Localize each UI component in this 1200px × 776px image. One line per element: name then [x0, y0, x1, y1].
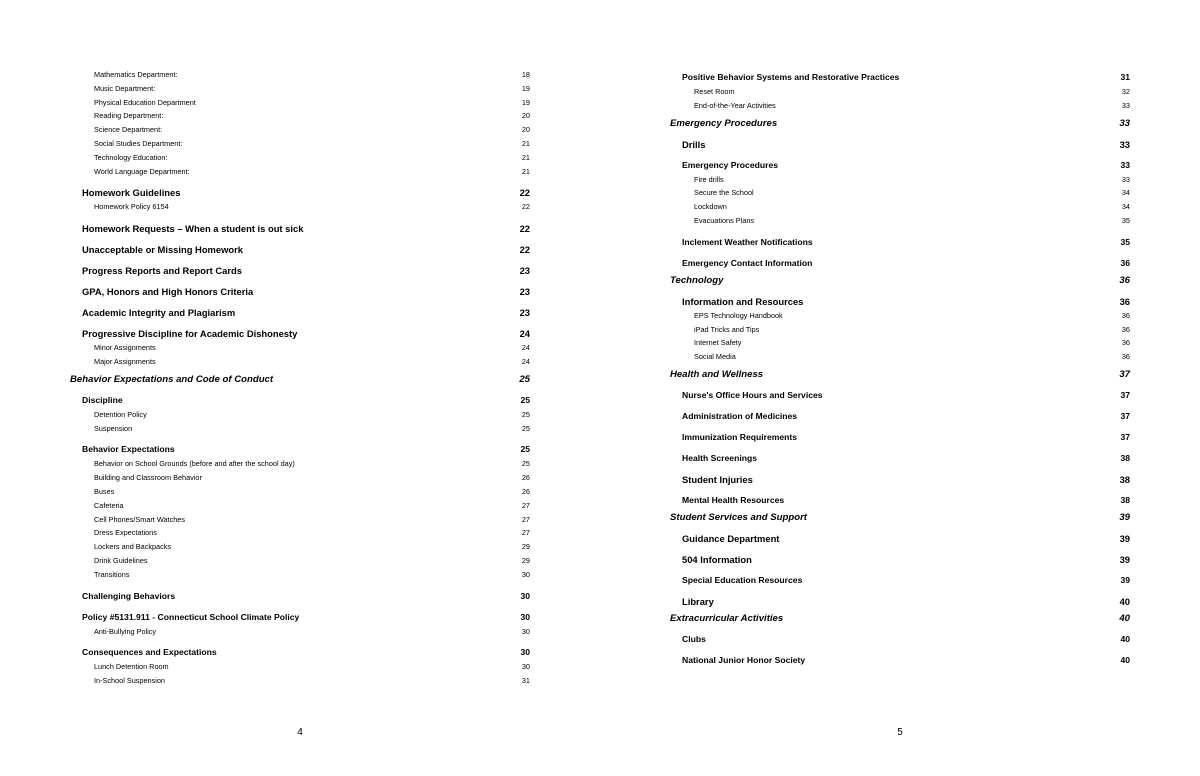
- toc-entry-title: iPad Tricks and Tips: [694, 324, 760, 334]
- toc-entry-page: 25: [520, 394, 530, 405]
- toc-entry[interactable]: [670, 138, 1130, 151]
- toc-entry-title: Behavior Expectations and Code of Conduct: [70, 373, 274, 385]
- right-page: [600, 0, 1200, 776]
- toc-entry[interactable]: [670, 159, 1130, 172]
- toc-entry[interactable]: [70, 285, 530, 298]
- toc-entry[interactable]: [670, 368, 1130, 382]
- toc-entry[interactable]: [670, 595, 1130, 608]
- toc-entry-page: 38: [1119, 473, 1130, 485]
- toc-entry[interactable]: [70, 394, 530, 407]
- toc-entry-title: Health Screenings: [682, 452, 757, 463]
- toc-entry-page: 37: [1120, 410, 1130, 421]
- toc-entry-title: Secure the School: [694, 188, 754, 198]
- toc-entry-title: Science Department:: [94, 125, 163, 135]
- toc-entry-page: 29: [521, 542, 530, 552]
- toc-entry[interactable]: [670, 274, 1130, 288]
- toc-entry[interactable]: [670, 473, 1130, 486]
- toc-entry[interactable]: [670, 452, 1130, 465]
- toc-entry[interactable]: [670, 85, 1130, 99]
- toc-entry-title: Progress Reports and Report Cards: [82, 265, 242, 277]
- toc-entry-title: Transitions: [94, 569, 130, 579]
- toc-entry-page: 33: [1121, 174, 1130, 184]
- toc-entry[interactable]: [70, 513, 530, 527]
- toc-entry-page: 22: [521, 202, 530, 212]
- toc-entry[interactable]: [70, 590, 530, 603]
- toc-entry-title: EPS Technology Handbook: [694, 310, 783, 320]
- toc-entry-title: National Junior Honor Society: [682, 654, 806, 665]
- toc-entry[interactable]: [70, 137, 530, 151]
- toc-entry-page: 20: [521, 125, 530, 135]
- toc-entry-page: 19: [521, 97, 530, 107]
- toc-entry-title: Major Assignments: [94, 356, 156, 366]
- toc-entry-title: Mathematics Department:: [94, 70, 178, 79]
- toc-entry-page: 27: [521, 528, 530, 538]
- toc-entry-page: 33: [1119, 117, 1130, 129]
- toc-entry[interactable]: [670, 633, 1130, 646]
- toc-entry[interactable]: [70, 341, 530, 355]
- toc-entry-title: Unacceptable or Missing Homework: [82, 244, 243, 256]
- toc-entry[interactable]: [70, 186, 530, 199]
- toc-entry[interactable]: [670, 309, 1130, 323]
- toc-entry-page: 26: [521, 486, 530, 496]
- toc-entry[interactable]: [670, 173, 1130, 187]
- toc-entry-title: Emergency Contact Information: [682, 257, 813, 268]
- toc-entry-page: 18: [521, 70, 530, 79]
- toc-entry-title: Special Education Resources: [682, 574, 803, 585]
- toc-entry[interactable]: [670, 511, 1130, 525]
- toc-entry-page: 38: [1120, 494, 1130, 505]
- toc-entry-title: Music Department:: [94, 83, 156, 93]
- toc-entry-title: Technology Education:: [94, 152, 168, 162]
- toc-entry-title: In-School Suspension: [94, 676, 165, 686]
- toc-entry-page: 40: [1120, 654, 1130, 665]
- toc-entry-page: 31: [521, 676, 530, 686]
- toc-entry-page: 40: [1119, 612, 1130, 624]
- toc-entry[interactable]: [70, 355, 530, 369]
- toc-entry-page: 24: [521, 343, 530, 353]
- toc-entry[interactable]: [70, 165, 530, 179]
- toc-entry-page: 40: [1119, 595, 1130, 607]
- toc-entry-page: 22: [519, 244, 530, 256]
- toc-entry-title: Immunization Requirements: [682, 431, 798, 442]
- toc-entry[interactable]: [670, 186, 1130, 200]
- toc-entry[interactable]: [670, 117, 1130, 131]
- toc-entry[interactable]: [70, 646, 530, 659]
- toc-entry-title: Buses: [94, 486, 115, 496]
- toc-entry-title: Library: [682, 595, 714, 607]
- toc-entry[interactable]: [70, 554, 530, 568]
- toc-entry-page: 34: [1121, 188, 1130, 198]
- toc-entry-title: Suspension: [94, 423, 133, 433]
- toc-entry[interactable]: [670, 257, 1130, 270]
- toc-entry-title: Social Media: [694, 352, 736, 362]
- toc-entry-title: 504 Information: [682, 553, 752, 565]
- toc-entry[interactable]: [670, 532, 1130, 545]
- toc-entry-title: Health and Wellness: [670, 368, 764, 380]
- toc-entry-page: 29: [521, 555, 530, 565]
- toc-entry[interactable]: [670, 236, 1130, 249]
- toc-entry-page: 33: [1119, 138, 1130, 150]
- toc-entry[interactable]: [70, 485, 530, 499]
- toc-entry-page: 35: [1120, 236, 1130, 247]
- toc-entry[interactable]: [670, 574, 1130, 587]
- toc-entry-title: Homework Policy 6154: [94, 202, 169, 212]
- toc-entry-page: 21: [521, 138, 530, 148]
- toc-entry-title: Positive Behavior Systems and Restorative Practices: [682, 72, 900, 82]
- toc-entry-title: Nurse's Office Hours and Services: [682, 389, 823, 400]
- toc-entry-title: Detention Policy: [94, 409, 147, 419]
- toc-entry-title: Drills: [682, 138, 706, 150]
- toc-entry[interactable]: [670, 553, 1130, 566]
- toc-entry-page: 30: [521, 662, 530, 672]
- toc-entry-title: End-of-the-Year Activities: [694, 100, 776, 110]
- toc-entry[interactable]: [670, 350, 1130, 364]
- toc-entry-page: 35: [1121, 215, 1130, 225]
- toc-entry-page: 37: [1119, 368, 1130, 380]
- toc-entry-page: 25: [520, 444, 530, 455]
- toc-entry-title: Emergency Procedures: [682, 159, 779, 170]
- toc-entry[interactable]: [70, 674, 530, 688]
- toc-entry-title: Lunch Detention Room: [94, 662, 169, 672]
- toc-entry[interactable]: [70, 471, 530, 485]
- toc-entry-page: 19: [521, 83, 530, 93]
- toc-entry-page: 37: [1120, 389, 1130, 400]
- toc-entry-title: Challenging Behaviors: [82, 590, 176, 601]
- toc-entry-page: 39: [1119, 511, 1130, 523]
- toc-entry[interactable]: [70, 96, 530, 110]
- toc-entry[interactable]: [70, 526, 530, 540]
- toc-entry[interactable]: [70, 373, 530, 387]
- toc-entry-title: Information and Resources: [682, 295, 804, 307]
- toc-entry[interactable]: [70, 443, 530, 456]
- toc-entry-page: 25: [521, 409, 530, 419]
- toc-entry-title: Inclement Weather Notifications: [682, 236, 813, 247]
- toc-entry-page: 36: [1121, 352, 1130, 362]
- page-number: 5: [897, 727, 903, 738]
- toc-entry-page: 31: [1120, 72, 1130, 82]
- toc-entry-title: Reset Room: [694, 87, 735, 96]
- toc-entry-page: 36: [1119, 274, 1130, 286]
- toc-entry-page: 36: [1121, 324, 1130, 334]
- toc-entry-title: Lockers and Backpacks: [94, 542, 172, 552]
- toc-entry[interactable]: [670, 410, 1130, 423]
- toc-entry-page: 22: [519, 223, 530, 235]
- toc-entry-page: 39: [1119, 532, 1130, 544]
- toc-entry[interactable]: [670, 431, 1130, 444]
- toc-entry[interactable]: [70, 457, 530, 471]
- toc-entry-page: 33: [1120, 159, 1130, 170]
- toc-entry-title: Homework Guidelines: [82, 187, 181, 199]
- toc-entry-page: 30: [520, 611, 530, 622]
- toc-entry-page: 30: [520, 647, 530, 658]
- toc-entry[interactable]: [70, 82, 530, 96]
- toc-entry-title: Administration of Medicines: [682, 410, 798, 421]
- toc-entry[interactable]: [70, 327, 530, 340]
- toc-entry-title: Physical Education Department: [94, 97, 196, 107]
- toc-entry[interactable]: [670, 295, 1130, 308]
- toc-entry[interactable]: [670, 214, 1130, 228]
- toc-entry[interactable]: [670, 71, 1130, 84]
- toc-entry-title: Student Injuries: [682, 473, 753, 485]
- toc-entry[interactable]: [670, 336, 1130, 350]
- toc-entry-title: Consequences and Expectations: [82, 647, 217, 658]
- toc-entry-page: 32: [1121, 87, 1130, 96]
- toc-entry[interactable]: [70, 222, 530, 235]
- toc-entry-title: Guidance Department: [682, 532, 780, 544]
- toc-entry-page: 25: [521, 459, 530, 469]
- toc-entry-title: Lockdown: [694, 202, 727, 212]
- toc-entry-title: Mental Health Resources: [682, 494, 785, 505]
- toc-entry[interactable]: [670, 323, 1130, 337]
- toc-entry-title: Clubs: [682, 633, 706, 644]
- toc-entry-title: Building and Classroom Behavior: [94, 473, 202, 483]
- toc-entry[interactable]: [70, 109, 530, 123]
- toc-entry[interactable]: [670, 200, 1130, 214]
- toc-entry-page: 34: [1121, 202, 1130, 212]
- toc-entry-page: 21: [521, 152, 530, 162]
- toc-entry[interactable]: [670, 494, 1130, 507]
- toc-entry-title: Extracurricular Activities: [670, 612, 784, 624]
- toc-entry[interactable]: [670, 612, 1130, 626]
- page-number: 4: [297, 727, 303, 738]
- toc-entry[interactable]: [70, 123, 530, 137]
- toc-entry-page: 30: [520, 590, 530, 601]
- toc-entry-page: 24: [519, 328, 530, 340]
- toc-entry[interactable]: [70, 625, 530, 639]
- toc-entry-page: 20: [521, 111, 530, 121]
- toc-entry-title: Behavior on School Grounds (before and after the school day): [94, 459, 295, 469]
- toc-entry-page: 23: [519, 265, 530, 277]
- toc-entry[interactable]: [670, 389, 1130, 402]
- toc-entry[interactable]: [70, 243, 530, 256]
- toc-entry[interactable]: [70, 611, 530, 624]
- toc-entry-page: 27: [521, 500, 530, 510]
- toc-entry-title: Policy #5131.911 - Connecticut School Climate Policy: [82, 611, 300, 622]
- toc-entry-page: 23: [519, 307, 530, 319]
- toc-entry-page: 27: [521, 514, 530, 524]
- toc-entry-page: 26: [521, 473, 530, 483]
- toc-entry-title: Drink Guidelines: [94, 555, 148, 565]
- toc-entry[interactable]: [70, 68, 530, 82]
- toc-entry-page: 36: [1121, 310, 1130, 320]
- toc-entry[interactable]: [70, 540, 530, 554]
- toc-entry-title: Cafeteria: [94, 500, 124, 510]
- table-of-contents-left: [70, 68, 530, 688]
- toc-entry-page: 25: [519, 373, 530, 385]
- toc-entry-page: 30: [521, 569, 530, 579]
- toc-entry-title: Behavior Expectations: [82, 444, 175, 455]
- toc-entry-page: 38: [1120, 452, 1130, 463]
- toc-entry-title: Evacuations Plans: [694, 215, 755, 225]
- toc-entry[interactable]: [70, 151, 530, 165]
- toc-entry[interactable]: [70, 422, 530, 436]
- table-of-contents-right: [670, 68, 1130, 668]
- toc-entry[interactable]: [670, 99, 1130, 113]
- toc-entry-title: Progressive Discipline for Academic Dishonesty: [82, 328, 298, 340]
- toc-entry-title: Student Services and Support: [670, 511, 808, 523]
- toc-entry-title: Cell Phones/Smart Watches: [94, 514, 185, 524]
- toc-entry-page: 39: [1120, 574, 1130, 585]
- toc-entry-page: 40: [1120, 633, 1130, 644]
- toc-entry[interactable]: [670, 654, 1130, 667]
- toc-entry-title: Dress Expectations: [94, 528, 157, 538]
- toc-entry-page: 23: [519, 286, 530, 298]
- toc-entry-title: Homework Requests – When a student is out sick: [82, 223, 304, 235]
- toc-entry-page: 36: [1120, 257, 1130, 268]
- toc-entry[interactable]: [70, 660, 530, 674]
- toc-entry-page: 25: [521, 423, 530, 433]
- toc-entry-page: 21: [521, 166, 530, 176]
- toc-entry-title: GPA, Honors and High Honors Criteria: [82, 286, 254, 298]
- toc-entry-title: Anti-Bullying Policy: [94, 626, 157, 636]
- toc-entry-title: Discipline: [82, 394, 123, 405]
- toc-entry-title: Social Studies Department:: [94, 138, 183, 148]
- toc-entry-title: Academic Integrity and Plagiarism: [82, 307, 236, 319]
- toc-entry-title: World Language Department:: [94, 166, 190, 176]
- toc-entry-title: Internet Safety: [694, 338, 742, 348]
- toc-entry-page: 39: [1119, 553, 1130, 565]
- toc-entry-page: 33: [1121, 100, 1130, 110]
- toc-entry-title: Technology: [670, 274, 724, 286]
- toc-entry-page: 36: [1121, 338, 1130, 348]
- toc-entry[interactable]: [70, 264, 530, 277]
- toc-entry-page: 24: [521, 356, 530, 366]
- toc-entry-title: Minor Assignments: [94, 343, 156, 353]
- toc-entry-title: Fire drills: [694, 174, 724, 184]
- toc-entry[interactable]: [70, 200, 530, 214]
- toc-entry-page: 36: [1119, 295, 1130, 307]
- toc-entry[interactable]: [70, 306, 530, 319]
- toc-entry[interactable]: [70, 499, 530, 513]
- toc-entry[interactable]: [70, 568, 530, 582]
- toc-entry-title: Emergency Procedures: [670, 117, 778, 129]
- toc-entry[interactable]: [70, 408, 530, 422]
- toc-entry-page: 22: [519, 187, 530, 199]
- toc-entry-page: 30: [521, 626, 530, 636]
- toc-entry-page: 37: [1120, 431, 1130, 442]
- toc-entry-title: Reading Department:: [94, 111, 164, 121]
